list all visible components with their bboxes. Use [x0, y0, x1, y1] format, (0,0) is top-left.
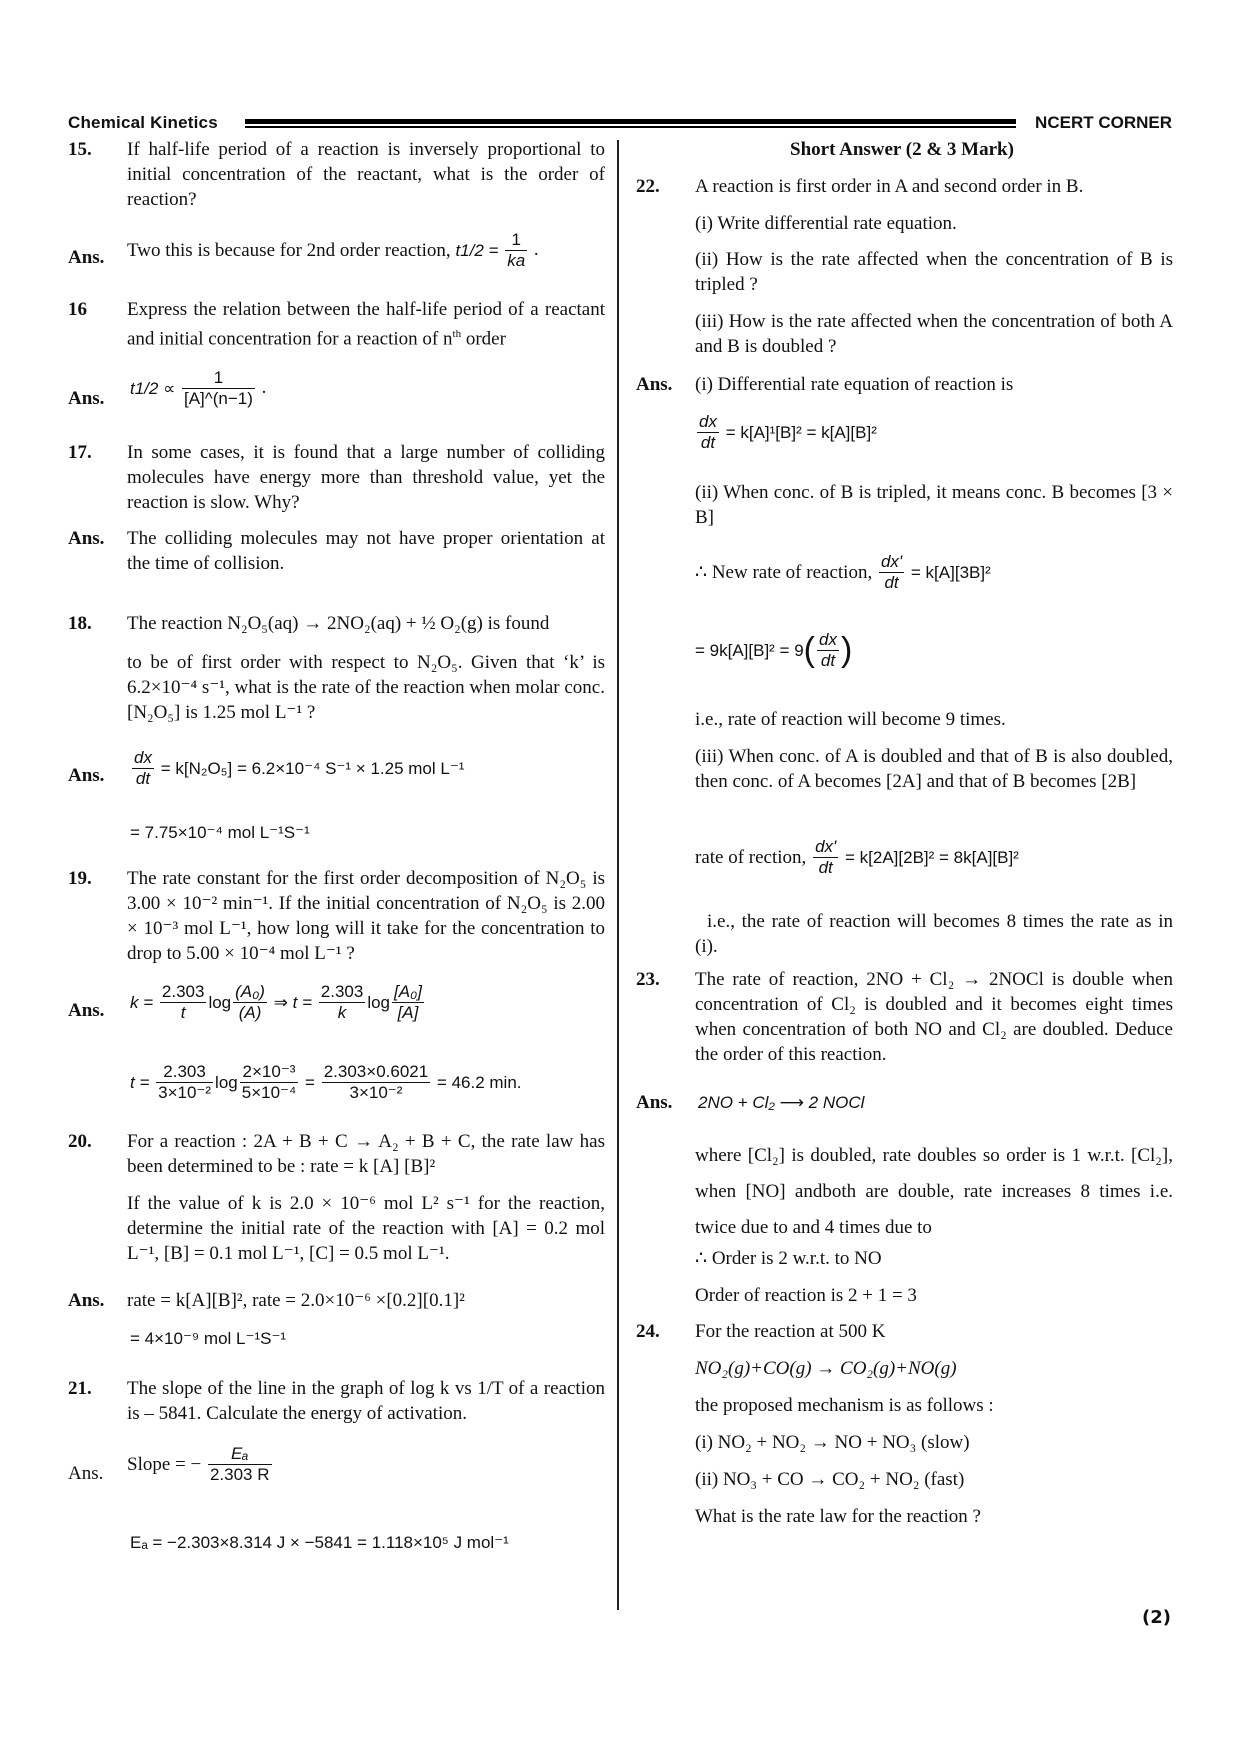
answer-text: where [Cl₂] is doubled, rate doubles so order is 1 w.r.t. [Cl₂], when [NO] andboth are double, rate increases 8 times i.e. twice due to and 4 times due to: [695, 1145, 1173, 1238]
math-line: = 7.75×10⁻⁴ mol L⁻¹S⁻¹: [130, 823, 310, 842]
math-lhs: t1/2 ∝: [130, 379, 176, 398]
answer-part-2: (ii) When conc. of B is tripled, it means conc. B becomes [3 × B]: [695, 482, 1173, 528]
page-number: (2): [1142, 1607, 1171, 1628]
left-column: 15. If half-life period of a reaction is inversely proportional to initial concentration of the reactant, what is the order of reaction? Ans. Two this is because for 2nd order reaction, t1/2 = $\frac{1}{ka}$ . 16 Express the relation between the half-life period of a reactant and initial concentration for a reaction of $n^{th}$ order Ans. t1/2 ∝ $\frac{1}{[A]\^{}(n-1)}$ . 17. In some cases, it is found that a large number of colliding molecules have energy more than threshold value, yet the reaction is slow. Why? Ans. The colliding molecules may not have proper orientation at the time of collision. 18. The reaction N₂O₅(aq) → 2NO₂(aq) + ½ O₂(g) is found to be of first order with respect to N₂O₅. Given that ‘k’ is 6.2×10⁻⁴ s⁻¹, what is the rate of the reaction when molar conc. [N₂O₅] is 1.25 mol L⁻¹ ? Ans. $\frac{dx}{dt}$ = k[N₂O₅] = 6.2×10⁻⁴ S⁻¹ × 1.25 mol L⁻¹ = 7.75×10⁻⁴ mol L⁻¹S⁻¹ 19. The rate constant for the first order decomposition of N₂O₅ is 3.00 × 10⁻² min⁻¹. If the initial concentration of N₂O₅ is 2.00 × 10⁻³ mol L⁻¹, how long will it take for the concentration to drop to 5.00 × 10⁻⁴ mol L⁻¹ ? Ans. k = $\frac{2.303}{t}$ log $\frac{\text{(A₀)}}{(A)}$ ⇒ t = $\frac{2.303}{k}$ log $\frac{\text{[A₀]}}{[A]}$ t = $\frac{2.303}{\text{3×10⁻²}}$ log $\frac{\text{2×10⁻³}}{\text{5×10⁻⁴}}$ = $\frac{2.303\times 0.6021}{\text{3×10⁻²}}$ = 46.2 min. 20. For a reaction : 2A + B + C → A₂ + B + C, the rate law has been determined to be : rate = k [A] [B]² If the value of k is 2.0 × 10⁻⁶ mol L² s⁻¹ for the reaction, determine the initial rate of the reaction with [A] = 0.2 mol L⁻¹, [B] = 0.1 mol L⁻¹, [C] = 0.5 mol L⁻¹. Ans. rate = k[A][B]², rate = 2.0×10⁻⁶ ×[0.2][0.1]² = 4×10⁻⁹ mol L⁻¹S⁻¹ 21. The slope of the line in the graph of log k vs 1/T of a reaction is – 5841. Calculate the energy of activation. Ans. Slope = − $\frac{\text{Eₐ}}{2.303 R}$ Eₐ = −2.303×8.314 J × −5841 = 1.118×10⁵ J mol⁻¹: [0, 0, 616, 1754]
math-line: = 9k[A][B]² = 9( $\frac{dx}{dt}$ ): [695, 630, 853, 670]
mechanism-intro: the proposed mechanism is as follows :: [695, 1395, 994, 1416]
question-number: 24.: [636, 1321, 660, 1342]
question-text: In some cases, it is found that a large number of colliding molecules have energy more than threshold value, yet the reaction is slow. Why?: [127, 442, 605, 513]
answer-label: Ans.: [68, 528, 105, 549]
math-lhs: t1/2 =: [455, 241, 499, 260]
math-line: rate of rection, $\frac{dx'}{dt}$ = k[2A][2B]² = 8k[A][B]²: [695, 837, 1019, 877]
mechanism-step-2: (ii) NO₃ + CO → CO₂ + NO₂ (fast): [695, 1469, 965, 1490]
fraction: $\frac{dx}{dt}$: [134, 748, 152, 788]
question-text-2: If the value of k is 2.0 × 10⁻⁶ mol L² s⁻¹ for the reaction, determine the initial rate of the reaction with [A] = 0.2 mol L⁻¹, [B] = 0.1 mol L⁻¹, [C] = 0.5 mol L⁻¹.: [127, 1193, 605, 1264]
math-line: ∴ New rate of reaction, $\frac{dx'}{dt}$ = k[A][3B]²: [695, 552, 991, 592]
math-line: = 4×10⁻⁹ mol L⁻¹S⁻¹: [130, 1329, 287, 1348]
sub-question-1: (i) Write differential rate equation.: [695, 213, 957, 234]
answer-text-2: ∴ Order is 2 w.r.t. to NO: [695, 1248, 882, 1269]
question-text: If half-life period of a reaction is inversely proportional to initial concentration of the reactant, what is the order of reaction?: [127, 139, 605, 210]
question-number: 23.: [636, 969, 660, 990]
math-line: k = $\frac{2.303}{t}$ log $\frac{\text{(A₀)}}{(A)}$ ⇒ t = $\frac{2.303}{k}$ log $\frac{\text{[A₀]}}{[A]}$: [130, 982, 422, 1022]
math-line: Eₐ = −2.303×8.314 J × −5841 = 1.118×10⁵ J mol⁻¹: [130, 1533, 509, 1552]
answer-part-1: (i) Differential rate equation of reaction is: [695, 374, 1014, 395]
answer-label: Ans.: [68, 1290, 105, 1311]
sub-question-2: (ii) How is the rate affected when the concentration of B is tripled ?: [695, 249, 1173, 295]
reaction-equation: 2NO + Cl₂ ⟶ 2 NOCl: [698, 1093, 865, 1112]
fraction: $\frac{1}{[A]\^{}(n-1)}$: [183, 368, 253, 408]
question-text: The slope of the line in the graph of log k vs 1/T of a reaction is – 5841. Calculate the energy of activation.: [127, 1378, 605, 1424]
answer-label: Ans.: [68, 1463, 104, 1484]
answer-label: Ans.: [68, 388, 105, 409]
right-column: [620, 0, 1240, 1754]
math-line: rate = k[A][B]², rate = 2.0×10⁻⁶ ×[0.2][0.1]²: [127, 1290, 465, 1311]
question-text: For a reaction : 2A + B + C → A₂ + B + C, the rate law has been determined to be : rate = k [A] [B]²: [127, 1131, 605, 1177]
sub-question-3: (iii) How is the rate affected when the concentration of both A and B is doubled ?: [695, 311, 1173, 357]
answer-text-3: Order of reaction is 2 + 1 = 3: [695, 1285, 917, 1306]
chapter-title: Chemical Kinetics: [68, 113, 218, 132]
question-text: Express the relation between the half-life period of a reactant and initial concentration for a reaction of $n^{th}$ order: [127, 299, 605, 350]
answer-label: Ans.: [636, 374, 673, 395]
question-text: The rate of reaction, 2NO + Cl₂ → 2NOCl is double when concentration of Cl₂ is doubled and it becomes eight times when concentration of both NO and Cl₂ are doubled. Deduce the order of this reaction.: [695, 969, 1173, 1065]
math-line: Slope = − $\frac{\text{Eₐ}}{2.303 R}$: [127, 1444, 270, 1484]
answer-label: Ans.: [68, 247, 105, 268]
answer-conclusion-3: i.e., the rate of reaction will becomes 8 times the rate as in (i).: [695, 911, 1173, 957]
column-divider: [617, 140, 619, 1610]
question-number: 20.: [68, 1131, 92, 1152]
question-number: 16: [68, 299, 87, 320]
final-question: What is the rate law for the reaction ?: [695, 1506, 981, 1527]
question-number: 19.: [68, 868, 92, 889]
answer-label: Ans.: [68, 765, 105, 786]
question-text: For the reaction at 500 K: [695, 1321, 886, 1342]
question-text: to be of first order with respect to N₂O₅. Given that ‘k’ is 6.2×10⁻⁴ s⁻¹, what is the rate of the reaction when molar conc. [N₂O₅] is 1.25 mol L⁻¹ ?: [127, 652, 605, 723]
question-number: 22.: [636, 176, 660, 197]
answer-text: Two this is because for 2nd order reaction,: [127, 240, 451, 261]
section-title: Short Answer (2 & 3 Mark): [790, 139, 1014, 160]
result-value: = 46.2 min.: [436, 1073, 522, 1092]
answer-part-3: (iii) When conc. of A is doubled and that of B is also doubled, then conc. of A becomes [2A] and that of B becomes [2B]: [695, 746, 1173, 792]
math-line: $\frac{dx}{dt}$ = k[A]¹[B]² = k[A][B]²: [699, 412, 877, 452]
answer-text: The colliding molecules may not have proper orientation at the time of collision.: [127, 528, 605, 574]
question-text: The rate constant for the first order decomposition of N₂O₅ is 3.00 × 10⁻² min⁻¹. If the initial concentration of N₂O₅ is 2.00 × 10⁻³ mol L⁻¹, how long will it take for the concentration to drop to 5.00 × 10⁻⁴ mol L⁻¹ ?: [127, 868, 605, 964]
answer-label: Ans.: [636, 1092, 673, 1113]
reaction-equation: NO₂(g)+CO(g) → CO₂(g)+NO(g): [695, 1358, 957, 1379]
fraction: $\frac{1}{ka}$: [507, 230, 526, 270]
question-number: 18.: [68, 613, 92, 634]
mechanism-step-1: (i) NO₂ + NO₂ → NO + NO₃ (slow): [695, 1432, 970, 1453]
question-number: 17.: [68, 442, 92, 463]
answer-conclusion-2: i.e., rate of reaction will become 9 times.: [695, 709, 1006, 730]
question-number: 15.: [68, 139, 92, 160]
question-number: 21.: [68, 1378, 92, 1399]
series-title: NCERT CORNER: [1035, 113, 1172, 132]
question-text: A reaction is first order in A and second order in B.: [695, 176, 1084, 197]
math-line: = k[N₂O₅] = 6.2×10⁻⁴ S⁻¹ × 1.25 mol L⁻¹: [160, 759, 465, 778]
answer-label: Ans.: [68, 1000, 105, 1021]
math-line: t = $\frac{2.303}{\text{3×10⁻²}}$ log $\frac{\text{2×10⁻³}}{\text{5×10⁻⁴}}$ = $\frac{2.303\times 0.6021}{\text{3×10⁻²}}$ = 46.2 min.: [130, 1062, 522, 1102]
reaction-equation: The reaction N₂O₅(aq) → 2NO₂(aq) + ½ O₂(g) is found: [127, 613, 550, 634]
